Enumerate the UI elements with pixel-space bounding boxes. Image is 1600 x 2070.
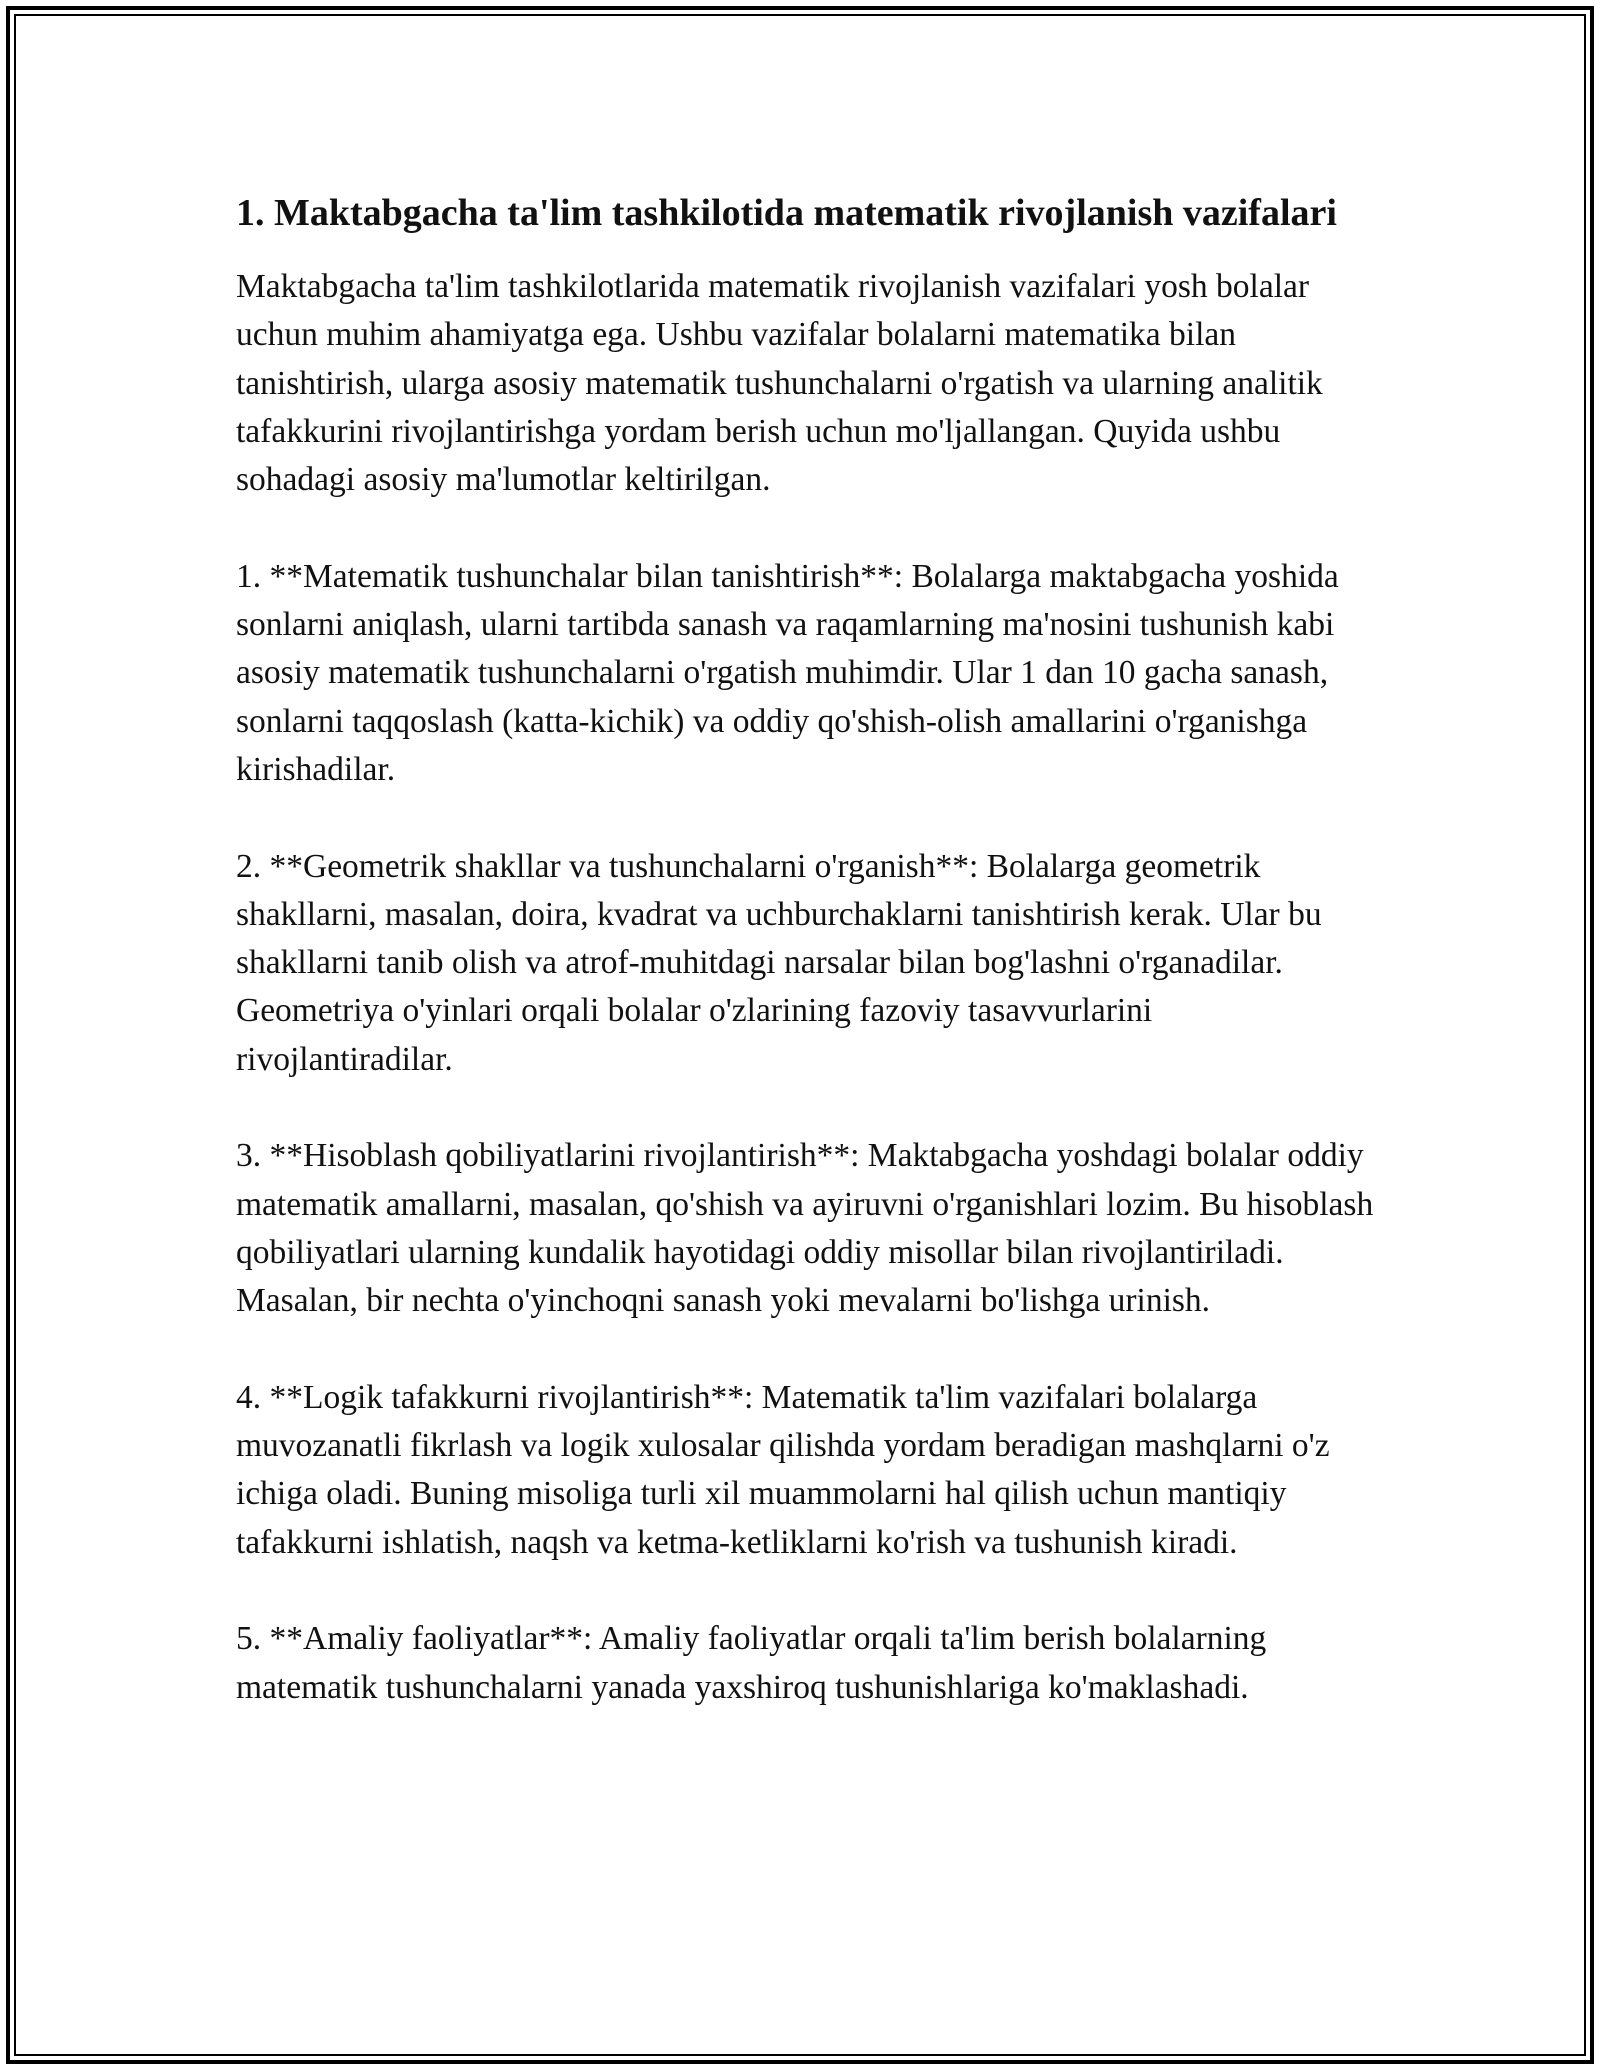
item-paragraph-4: 4. **Logik tafakkurni rivojlantirish**: Matematik ta'lim vazifalari bolalarga muvozanatli fikrlash va logik xulosalar qilishda yordam beradigan mashqlarni o'z ichiga oladi. Buning misoliga turli xil muammolarni hal qilish uchun mantiqiy tafakkurni ishlatish, naqsh va ketma-ketliklarni ko'rish va tushunish kiradi. [236,1378,1330,1561]
document-body [236,186,1376,1760]
item-paragraph-1: 1. **Matematik tushunchalar bilan tanishtirish**: Bolalarga maktabgacha yoshida sonlarni aniqlash, ularni tartibda sanash va raqamlarning ma'nosini tushunish kabi asosiy matematik tushunchalarni o'rgatish muhimdir. Ular 1 dan 10 gacha sanash, sonlarni taqqoslash (katta-kichik) va oddiy qo'shish-olish amallarini o'rganishga kirishadilar. [236,557,1339,788]
document-title: 1. Maktabgacha ta'lim tashkilotida matematik rivojlanish vazifalari [236,192,1337,234]
item-paragraph-3: 3. **Hisoblash qobiliyatlarini rivojlantirish**: Maktabgacha yoshdagi bolalar oddiy matematik amallarni, masalan, qo'shish va ayiruvni o'rganishlari lozim. Bu hisoblash qobiliyatlari ularning kundalik hayotidagi oddiy misollar bilan rivojlantiriladi. Masalan, bir nechta o'yinchoqni sanash yoki mevalarni bo'lishga urinish. [236,1137,1374,1320]
item-paragraph-5: 5. **Amaliy faoliyatlar**: Amaliy faoliyatlar orqali ta'lim berish bolalarning matematik tushunchalarni yanada yaxshiroq tushunishlariga ko'maklashadi. [236,1620,1267,1706]
intro-paragraph: Maktabgacha ta'lim tashkilotlarida matematik rivojlanish vazifalari yosh bolalar uchun muhim ahamiyatga ega. Ushbu vazifalar bolalarni matematika bilan tanishtirish, ularga asosiy matematik tushunchalarni o'rgatish va ularning analitik tafakkurini rivojlantirishga yordam berish uchun mo'ljallangan. Quyida ushbu sohadagi asosiy ma'lumotlar keltirilgan. [236,268,1323,499]
item-paragraph-2: 2. **Geometrik shakllar va tushunchalarni o'rganish**: Bolalarga geometrik shakllarni, masalan, doira, kvadrat va uchburchaklarni tanishtirish kerak. Ular bu shakllarni tanib olish va atrof-muhitdagi narsalar bilan bog'lashni o'rganadilar. Geometriya o'yinlari orqali bolalar o'zlarining fazoviy tasavvurlarini rivojlantiradilar. [236,847,1322,1078]
